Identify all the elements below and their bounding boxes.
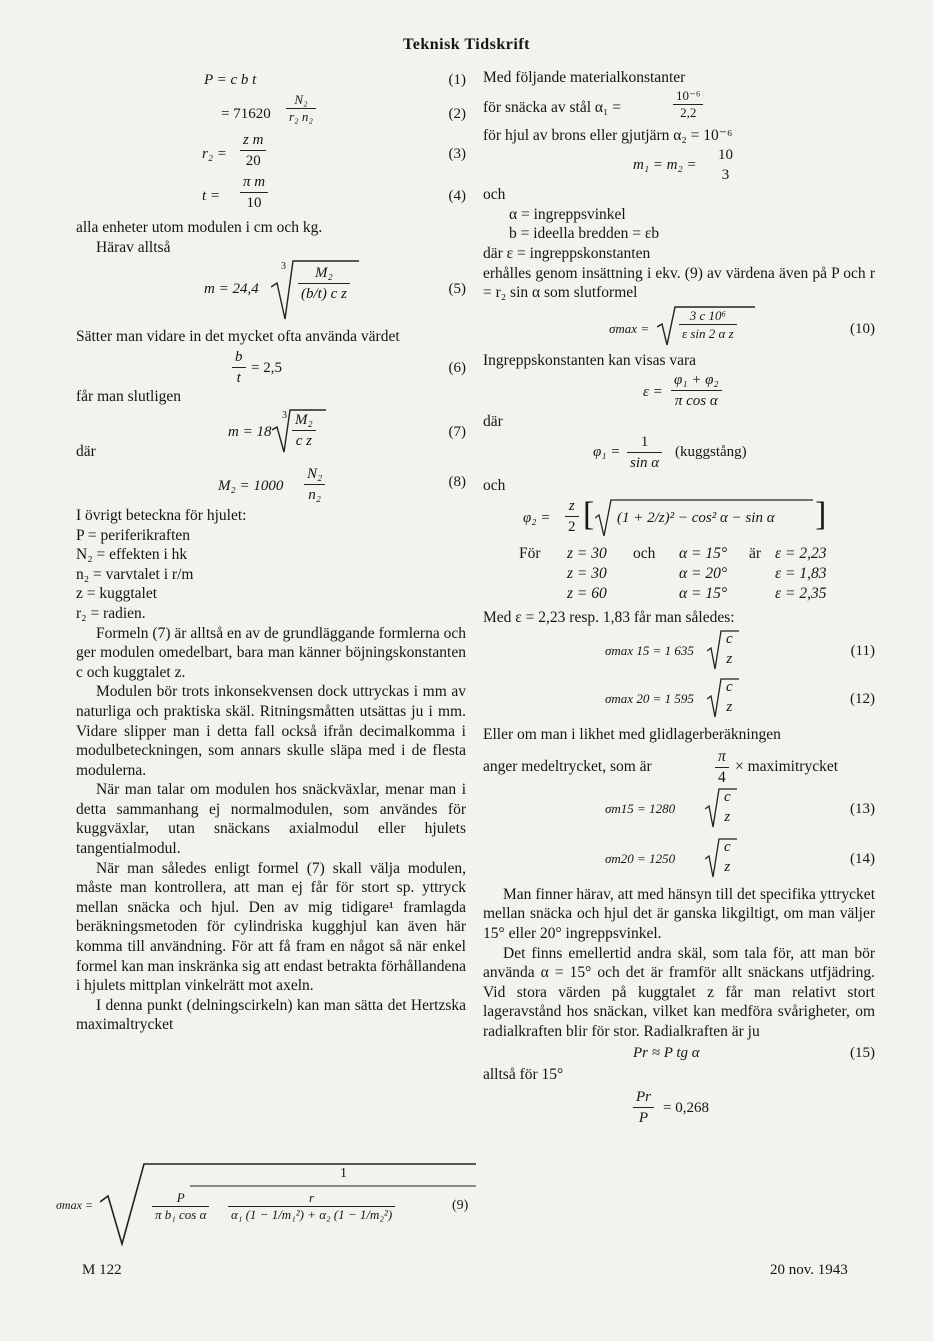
table-row: z = 60 α = 15° ε = 2,35 (567, 584, 827, 602)
equation-2: = 71620 $\frac{\text{N₂}}{\text{r₂ n₂}}$ (2) (221, 92, 466, 124)
paragraph-ingrepps: Ingreppskonstanten kan visas vara (483, 351, 697, 369)
definition-alpha: α = ingreppsvinkel (509, 205, 626, 223)
equation-7: m = 18 3 $\frac{\text{M₂}}{\text{c z}}$ (7) (76, 406, 466, 458)
paragraph-modulen: Modulen bör trots inkonsekvensen dock uttryckas i mm av naturliga och praktiska skäl. Ritningsmåtten utsättas ju i mm. Vidare slipper man i detta fall också ifrån decimalkomma i modulbeteckningen, som annars skulle släpa med i de flesta modulerna. (76, 683, 466, 779)
equation-11: σmax 15 = 1 635 c z (11) (483, 627, 875, 675)
paragraph-dar-2: där (483, 413, 503, 431)
paragraph-erhalles: erhålles genom insättning i ekv. (9) av värdena även på P och r = r₂ sin α som slutformel (483, 264, 875, 302)
equation-15: Pr ≈ P tg α (15) (633, 1045, 875, 1062)
equation-number: (15) (850, 1045, 875, 1062)
definition-list (76, 526, 466, 624)
equation-number: (3) (448, 146, 466, 162)
right-column (483, 68, 875, 1125)
equation-number: (4) (448, 188, 466, 204)
paragraph-med: Med följande materialkonstanter (483, 69, 686, 86)
equation-number: (11) (850, 643, 875, 660)
material-constant-steel: för snäcka av stål α₁ = $\frac{\text{10⁻⁶}}{2,2}$ (483, 88, 875, 126)
equation-number: (2) (448, 106, 466, 122)
definition-epsilon: där ε = ingreppskonstanten (483, 244, 651, 262)
equation-10: σmax = $\frac{\text{3 c 10⁶}}{\text{ε sin 2 α z}}$ (10) (483, 303, 875, 351)
definition-item: N₂ = effekten i hk (76, 546, 188, 564)
equation-epsilon: ε = $\frac{\text{φ₁ + φ₂}}{\text{π cos α}}$ (483, 370, 875, 412)
table-row: För z = 30 och α = 15° är ε = 2,23 (519, 544, 827, 562)
paragraph-det: Det finns emellertid andra skäl, som tala för, att man bör använda α = 15° och det är framför allt snäckans utfjädring. Vid stora värden på kuggtalet z får man relativt stort lageravstånd hos snäckan, vilket kan medföra svårigheter, om radialkraften blir för stor. Radialkraften är ju (483, 944, 875, 1040)
equation-1: P = c b t (1) (204, 72, 466, 88)
definition-item: z = kuggtalet (76, 585, 158, 603)
definition-item: r₂ = radien. (76, 604, 146, 622)
equation-number: (1) (448, 72, 466, 88)
equation-number: (12) (850, 691, 875, 708)
equation-9: σmax = 1 $\frac{P}{\text{π b₁ cos α}}$ $\frac{r}{\text{α₁ (1 − 1/m₁²) + α₂ (1 − 1/m₂²)}}$ (9) (56, 1160, 466, 1250)
equation-phi1: φ₁ = $\frac{1}{\text{sin α}}$ (kuggstång) (593, 433, 747, 471)
journal-header: Teknisk Tidskrift (403, 36, 530, 53)
definition-item: n₂ = varvtalet i r/m (76, 565, 194, 583)
paragraph-och: och (483, 186, 506, 204)
equation-14: σm20 = 1250 c z (14) (483, 835, 875, 885)
issue-date: 20 nov. 1943 (770, 1262, 848, 1278)
equation-number: (7) (448, 424, 466, 441)
paragraph-units: alla enheter utom modulen i cm och kg. (76, 219, 323, 236)
equation-4: t = $\frac{\text{π m}}{10}$ (4) (202, 174, 466, 211)
paragraph-alltsa: alltså för 15° (483, 1066, 564, 1084)
table-row: z = 30 α = 20° ε = 1,83 (567, 564, 827, 582)
left-column (76, 68, 466, 1035)
equation-number: (10) (850, 320, 875, 337)
paragraph-och-2: och (483, 476, 506, 494)
equation-5: m = 24,4 3 $\frac{\text{M₂}}{\text{(b/t) c z}}$ (5) (76, 257, 466, 327)
equation-number: (8) (448, 473, 466, 490)
page-number: M 122 (82, 1262, 122, 1278)
equation-number: (14) (850, 850, 875, 867)
equation-number: (9) (452, 1198, 469, 1213)
definition-item: P = periferikraften (76, 526, 191, 544)
equation-number: (13) (850, 800, 875, 817)
equation-3: r₂ = $\frac{\text{z m}}{20}$ (3) (202, 132, 466, 169)
equation-number: (5) (448, 281, 466, 298)
bracket-right: ] (815, 495, 827, 533)
equation-12: σmax 20 = 1 595 c z (12) (483, 675, 875, 725)
paragraph-eller-1: Eller om man i likhet med glidlagerberäkningen (483, 726, 781, 744)
paragraph-ovrigt: I övrigt beteckna för hjulet: (76, 506, 247, 524)
equation-number: (6) (448, 359, 466, 376)
paragraph-eller-2: anger medeltrycket, som är $\frac{\pi}{4}$ × maximitrycket (483, 747, 839, 786)
paragraph-idenna: I denna punkt (delningscirkeln) kan man sätta det Hertzska maximaltrycket (76, 996, 466, 1034)
epsilon-table (483, 544, 875, 604)
paragraph-dar: där (76, 443, 96, 461)
equation-6: $\frac{b}{t}$ = 2,5 (6) (76, 347, 466, 387)
paragraph-far: får man slutligen (76, 387, 182, 405)
paragraph-formeln: Formeln (7) är alltså en av de grundläggande formlerna och ger modulen omedelbart, bara man känner böjningskonstanten c och kuggtalet z. (76, 624, 466, 681)
equation-phi2: φ₂ = $\frac{z}{2}$ [ (1 + 2/z)² − cos² α − sin α ] (483, 496, 875, 544)
definition-b: b = ideella bredden = εb (509, 225, 660, 243)
paragraph-man: Man finner härav, att med hänsyn till det specifika yttrycket mellan snäcka och hjul det är ganska likgiltigt, om man väljer 15° eller 20° ingreppsvinkel. (483, 885, 875, 942)
paragraph-nar-2: När man således enligt formel (7) skall välja modulen, måste man kontrollera, att man ej får för stort sp. yttryck mellan snäcka och hjul. Den av mig tidigare¹ framlagda beräkningsmetoden för cylindriska kugghjul kan även här komma till användning. För att få fram en något så när enkel formel kan man inskränka sig att endast betrakta förhållandena i hjulets mittplan vinkelrätt mot axeln. (76, 859, 466, 995)
paragraph-med-2: Med ε = 2,23 resp. 1,83 får man således: (483, 608, 735, 626)
paragraph-nar-1: När man talar om modulen hos snäckväxlar, menar man i detta sammanhang ej normalmodulen, som användes för kuggväxlar, utan snäckans axialmodul eller hjulets tangentialmodul. (76, 781, 466, 858)
paragraph-satter: Sätter man vidare in det mycket ofta använda värdet (76, 328, 400, 346)
equation-16: $\frac{Pr}{P}$ = 0,268 (483, 1085, 875, 1125)
equation-m-values: m₁ = m₂ = 10 3 (633, 147, 733, 184)
equation-8: M₂ = 1000 $\frac{\text{N₂}}{\text{n₂}}$ (8) (218, 465, 466, 503)
equation-13: σm15 = 1280 c z (13) (483, 785, 875, 835)
paragraph-harav: Härav alltså (96, 238, 171, 256)
material-constant-bronze: för hjul av brons eller gjutjärn α₂ = 10⁻⁶ (483, 126, 733, 144)
bracket-left: [ (583, 495, 595, 533)
